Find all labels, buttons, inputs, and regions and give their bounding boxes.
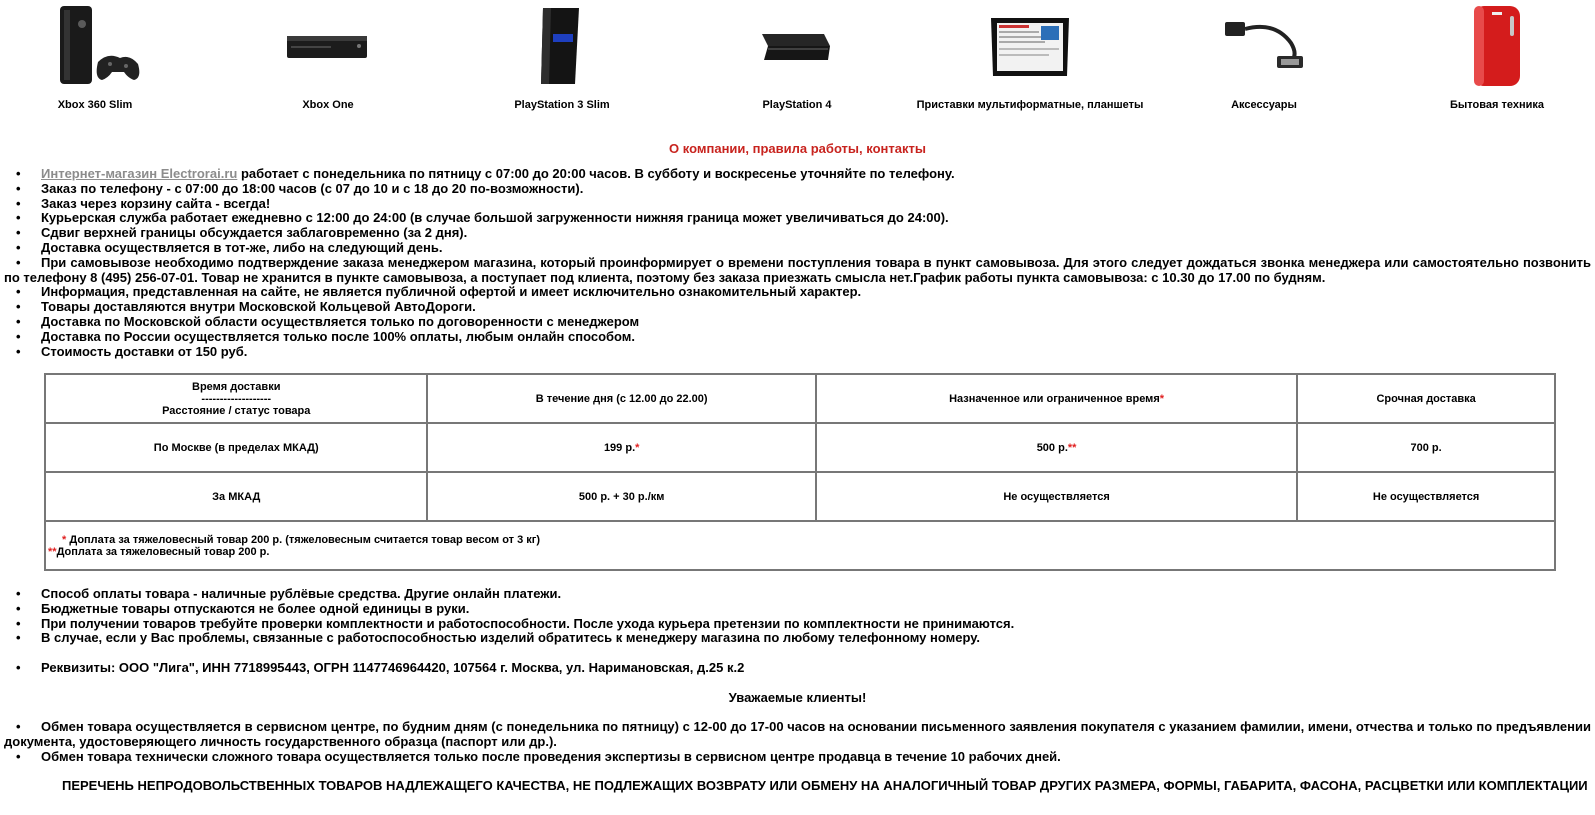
table-cell: 700 р. (1297, 423, 1555, 472)
list-item: • Бюджетные товары отпускаются не более одной единицы в руки. (4, 602, 1595, 617)
table-cell: Не осуществляется (816, 472, 1297, 521)
tablet-icon (985, 4, 1075, 88)
table-row (45, 472, 1555, 521)
category-home-appliances[interactable] (1382, 0, 1595, 120)
rules-list (4, 167, 1595, 359)
exchange-rules-list (4, 720, 1595, 764)
list-item: • В случае, если у Вас проблемы, связанные с работоспособностью изделий обратитесь к менеджеру магазина по любому телефонному номеру. (4, 631, 1595, 646)
table-cell: За МКАД (45, 472, 427, 521)
payment-rules-list (4, 587, 1595, 646)
list-item: • Обмен товара осуществляется в сервисном центре, по будним дням (с понедельника по пятницу) с 12-00 до 17-00 часов на основании письменного заявления покупателя с указанием фамилии, имени, отчества и только по предъявлении документа, удостоверяющего личность государственного образца (паспорт или др.). (4, 720, 1595, 750)
xbox360-console-icon (50, 4, 140, 88)
category-label: Аксессуары (1231, 99, 1297, 111)
list-item: • При самовывозе необходимо подтверждение заказа менеджером магазина, который проинформирует о времени поступления товара в пункт самовывоза. Для этого следует дождаться звонка менеджера или самостоятельно позвонить по телефону 8 (495) 256-07-01. Товар не хранится в пункте самовывоза, а поступает под клиента, поэтому без заказа приезжать смысла нет.График работы пункта самовывоза: с 10.30 до 17.00 по будням. (4, 256, 1595, 286)
requisites-list (4, 661, 1595, 676)
table-notes: * Доплата за тяжеловесный товар 200 р. (тяжеловесным считается товар весом от 3 кг) **Доплата за тяжеловесный товар 200 р. (45, 521, 1555, 570)
category-label: PlayStation 4 (762, 99, 832, 111)
list-item: • Сдвиг верхней границы обсуждается заблаговременно (за 2 дня). (4, 226, 1595, 241)
category-multiformat-tablets[interactable] (915, 0, 1145, 120)
list-item: • Информация, представленная на сайте, не является публичной офертой и имеет исключительно ознакомительный характер. (4, 285, 1595, 300)
category-xbox-one[interactable] (213, 0, 443, 120)
table-header-row (45, 374, 1555, 423)
dear-clients-heading: Уважаемые клиенты! (728, 690, 867, 705)
category-strip (0, 0, 1595, 120)
list-item: • Способ оплаты товара - наличные рублёвые средства. Другие онлайн платежи. (4, 587, 1595, 602)
category-label: PlayStation 3 Slim (514, 99, 610, 111)
category-label: Xbox 360 Slim (57, 99, 133, 111)
list-item: • Обмен товара технически сложного товара осуществляется только после проведения экспертизы в сервисном центре продавца в течение 10 рабочих дней. (4, 750, 1595, 765)
table-cell: По Москве (в пределах МКАД) (45, 423, 427, 472)
list-item: • Доставка по Московской области осуществляется только по договоренности с менеджером (4, 315, 1595, 330)
shop-link[interactable]: Интернет-магазин Electrorai.ru (41, 166, 238, 181)
list-item: • Доставка по России осуществляется только после 100% оплаты, любым онлайн способом. (4, 330, 1595, 345)
non-returnable-goods-heading: ПЕРЕЧЕНЬ НЕПРОДОВОЛЬСТВЕННЫХ ТОВАРОВ НАДЛЕЖАЩЕГО КАЧЕСТВА, НЕ ПОДЛЕЖАЩИХ ВОЗВРАТУ ИЛИ ОБМЕНУ НА АНАЛОГИЧНЫЙ ТОВАР ДРУГИХ РАЗМЕРА, ФОРМЫ, ГАБАРИТА, ФАСОНА, РАСЦВЕТКИ ИЛИ КОМПЛЕКТАЦИИ (62, 778, 1588, 793)
category-accessories[interactable] (1149, 0, 1379, 120)
ps3-console-icon (517, 4, 607, 88)
list-item: • При получении товаров требуйте проверки комплектности и работоспособности. После ухода курьера претензии по комплектности не принимаются. (4, 617, 1595, 632)
table-cell: 199 р.* (427, 423, 815, 472)
list-item: • Доставка осуществляется в тот-же, либо на следующий день. (4, 241, 1595, 256)
table-cell: 500 р. + 30 р./км (427, 472, 815, 521)
table-row (45, 423, 1555, 472)
list-item: • Заказ по телефону - с 07:00 до 18:00 часов (с 07 до 10 и с 18 до 20 по-возможности). (4, 182, 1595, 197)
table-notes-row (45, 521, 1555, 570)
header-cell: Назначенное или ограниченное время* (816, 374, 1297, 423)
category-xbox-360-slim[interactable] (0, 0, 210, 120)
category-label: Бытовая техника (1450, 99, 1544, 111)
category-playstation-4[interactable] (682, 0, 912, 120)
list-item: • Стоимость доставки от 150 руб. (4, 345, 1595, 360)
category-playstation-3-slim[interactable] (447, 0, 677, 120)
cable-adapter-icon (1219, 4, 1309, 88)
list-item: • Товары доставляются внутри Московской Кольцевой АвтоДороги. (4, 300, 1595, 315)
requisites: • Реквизиты: ООО "Лига", ИНН 7718995443, ОГРН 1147746964420, 107564 г. Москва, ул. Наримановская, д.25 к.2 (4, 661, 1595, 676)
category-label: Приставки мультиформатные, планшеты (916, 99, 1144, 111)
ps4-console-icon (752, 4, 842, 88)
category-label: Xbox One (302, 99, 354, 111)
section-title[interactable]: О компании, правила работы, контакты (669, 141, 926, 156)
delivery-table (44, 373, 1556, 571)
list-item: • Интернет-магазин Electrorai.ru работает с понедельника по пятницу с 07:00 до 20:00 часов. В субботу и воскресенье уточняйте по телефону. (4, 167, 1595, 182)
header-cell: В течение дня (с 12.00 до 22.00) (427, 374, 815, 423)
list-item: • Заказ через корзину сайта - всегда! (4, 197, 1595, 212)
header-cell: Срочная доставка (1297, 374, 1555, 423)
table-cell: Не осуществляется (1297, 472, 1555, 521)
list-item: • Курьерская служба работает ежедневно с 12:00 до 24:00 (в случае большой загруженности нижняя граница может увеличиваться до 24:00). (4, 211, 1595, 226)
red-fridge-icon (1452, 4, 1542, 88)
xbox-one-console-icon (283, 4, 373, 88)
header-cell: Время доставки ------------------- Расстояние / статус товара (45, 374, 427, 423)
table-cell: 500 р.** (816, 423, 1297, 472)
